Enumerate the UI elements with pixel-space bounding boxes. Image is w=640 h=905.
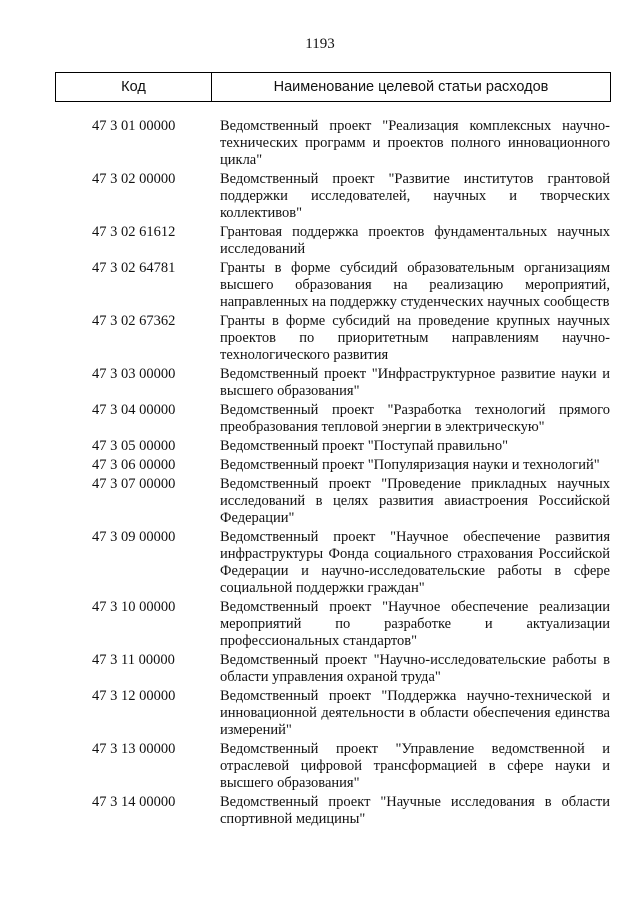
table-row	[0, 599, 640, 650]
row-code: 47 3 02 67362	[92, 313, 176, 329]
table-row	[0, 794, 640, 828]
page-number: 1193	[305, 36, 335, 52]
row-name: Ведомственный проект "Разработка технологий прямого преобразования тепловой энергии в электрическую"	[220, 402, 610, 435]
table-row	[0, 688, 640, 739]
row-code: 47 3 03 00000	[92, 366, 176, 382]
table-row	[0, 529, 640, 597]
row-name: Ведомственный проект "Реализация комплексных научно-технических программ и проектов полного инновационного цикла"	[220, 118, 610, 168]
row-name: Ведомственный проект "Научное обеспечение реализации мероприятий по разработке и актуализации профессиональных стандартов"	[220, 599, 610, 649]
row-name: Ведомственный проект "Инфраструктурное развитие науки и высшего образования"	[220, 366, 610, 399]
row-code: 47 3 01 00000	[92, 118, 176, 134]
row-code: 47 3 07 00000	[92, 476, 176, 492]
row-code: 47 3 14 00000	[92, 794, 176, 810]
table-header	[55, 72, 611, 102]
row-code: 47 3 10 00000	[92, 599, 176, 615]
row-name: Гранты в форме субсидий на проведение крупных научных проектов по приоритетным направлениям научно-технологического развития	[220, 313, 610, 363]
header-name: Наименование целевой статьи расходов	[273, 79, 549, 95]
table-row	[0, 402, 640, 436]
table-row	[0, 313, 640, 364]
row-code: 47 3 09 00000	[92, 529, 176, 545]
header-code: Код	[56, 73, 212, 101]
table-row	[0, 476, 640, 527]
table-row	[0, 224, 640, 258]
row-name: Ведомственный проект "Развитие институтов грантовой поддержки исследователей, научных и творческих коллективов"	[220, 171, 610, 221]
row-code: 47 3 13 00000	[92, 741, 176, 757]
row-code: 47 3 02 00000	[92, 171, 176, 187]
row-code: 47 3 05 00000	[92, 438, 176, 454]
table-row	[0, 366, 640, 400]
row-name: Ведомственный проект "Управление ведомственной и отраслевой цифровой трансформацией в сфере науки и высшего образования"	[220, 741, 610, 791]
row-name: Ведомственный проект "Поступай правильно"	[220, 438, 508, 454]
row-code: 47 3 12 00000	[92, 688, 176, 704]
row-name: Ведомственный проект "Научное обеспечение развития инфраструктуры Фонда социального страхования Российской Федерации и научно-исследовательские работы в сфере социальной поддержки граждан"	[220, 529, 610, 596]
row-name: Ведомственный проект "Научно-исследовательские работы в области управления охраной труда"	[220, 652, 610, 685]
row-name: Грантовая поддержка проектов фундаментальных научных исследований	[220, 224, 610, 257]
row-name: Ведомственный проект "Научные исследования в области спортивной медицины"	[220, 794, 610, 827]
row-code: 47 3 02 61612	[92, 224, 176, 240]
row-name: Ведомственный проект "Проведение прикладных научных исследований в целях развития авиастроения Российской Федерации"	[220, 476, 610, 526]
table-row	[0, 260, 640, 311]
table-row	[0, 741, 640, 792]
row-code: 47 3 04 00000	[92, 402, 176, 418]
row-name: Гранты в форме субсидий образовательным организациям высшего образования на реализацию мероприятий, направленных на поддержку студенческих научных сообществ	[220, 260, 610, 310]
row-code: 47 3 02 64781	[92, 260, 176, 276]
table-row	[0, 171, 640, 222]
table-row	[0, 438, 640, 455]
table-body	[0, 118, 640, 830]
table-row	[0, 457, 640, 474]
row-code: 47 3 11 00000	[92, 652, 175, 668]
table-row	[0, 118, 640, 169]
table-row	[0, 652, 640, 686]
row-name: Ведомственный проект "Популяризация науки и технологий"	[220, 457, 600, 473]
row-name: Ведомственный проект "Поддержка научно-технической и инновационной деятельности в области обеспечения единства измерений"	[220, 688, 610, 738]
row-code: 47 3 06 00000	[92, 457, 176, 473]
